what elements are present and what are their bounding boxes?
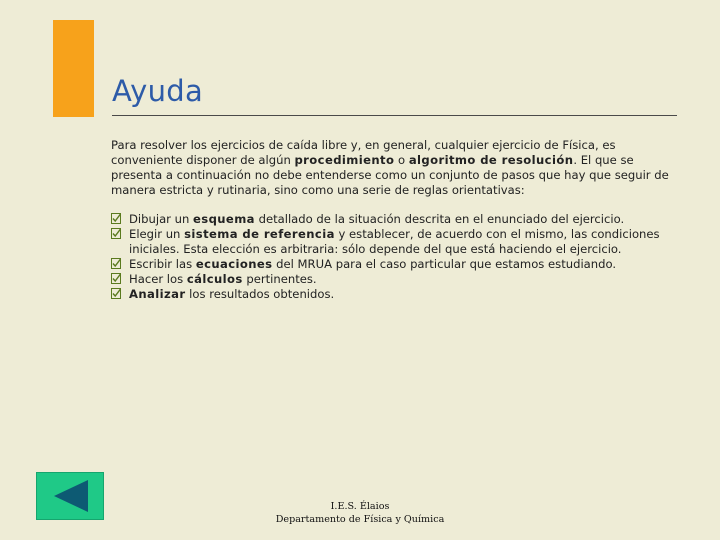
- checkbox-checked-icon: [111, 258, 121, 269]
- list-item: [111, 287, 691, 302]
- step-text-bold: Analizar: [129, 287, 186, 301]
- intro-text-2: o: [394, 153, 409, 167]
- step-text-post: del MRUA para el caso particular que estamos estudiando.: [272, 257, 617, 271]
- step-text-pre: Elegir un: [129, 227, 185, 241]
- intro-bold-algoritmo: algoritmo de resolución: [408, 153, 574, 167]
- step-text-bold: ecuaciones: [195, 257, 273, 271]
- intro-bold-procedimiento: procedimiento: [294, 153, 395, 167]
- step-text-pre: Dibujar un: [129, 212, 194, 226]
- list-item: [111, 257, 691, 272]
- steps-list: [111, 212, 691, 302]
- page-title: Ayuda: [112, 74, 204, 108]
- step-text-post: los resultados obtenidos.: [185, 287, 335, 301]
- title-divider: [112, 115, 677, 116]
- step-text-post: detallado de la situación descrita en el enunciado del ejercicio.: [254, 212, 625, 226]
- checkbox-checked-icon: [111, 288, 121, 299]
- step-text-bold: cálculos: [186, 272, 243, 286]
- intro-paragraph: [111, 138, 671, 198]
- step-text-post: pertinentes.: [242, 272, 317, 286]
- step-text-post: y establecer, de acuerdo con el mismo, las condiciones iniciales. Esta elección es arbitraria: sólo depende del que está haciendo el ejercicio.: [129, 227, 660, 256]
- step-text-bold: sistema de referencia: [184, 227, 335, 241]
- intro-text-1: Para resolver los ejercicios de caída libre y, en general, cualquier ejercicio de Física, es conveniente disponer de algún: [111, 138, 616, 167]
- step-text-bold: esquema: [193, 212, 255, 226]
- list-item: [111, 272, 691, 287]
- step-text-pre: Hacer los: [129, 272, 187, 286]
- checkbox-checked-icon: [111, 273, 121, 284]
- checkbox-checked-icon: [111, 228, 121, 239]
- list-item: [111, 227, 691, 257]
- footer: [0, 500, 720, 526]
- list-item: [111, 212, 691, 227]
- footer-department: Departamento de Física y Química: [275, 514, 445, 525]
- intro-text-3: . El que se presenta a continuación no debe entenderse como un conjunto de pasos que hay que seguir de manera estricta y rutinaria, sino como una serie de reglas orientativas:: [111, 153, 669, 197]
- checkbox-checked-icon: [111, 213, 121, 224]
- step-text-pre: Escribir las: [129, 257, 196, 271]
- accent-bar: [53, 20, 94, 117]
- footer-school: I.E.S. Élaios: [330, 501, 390, 512]
